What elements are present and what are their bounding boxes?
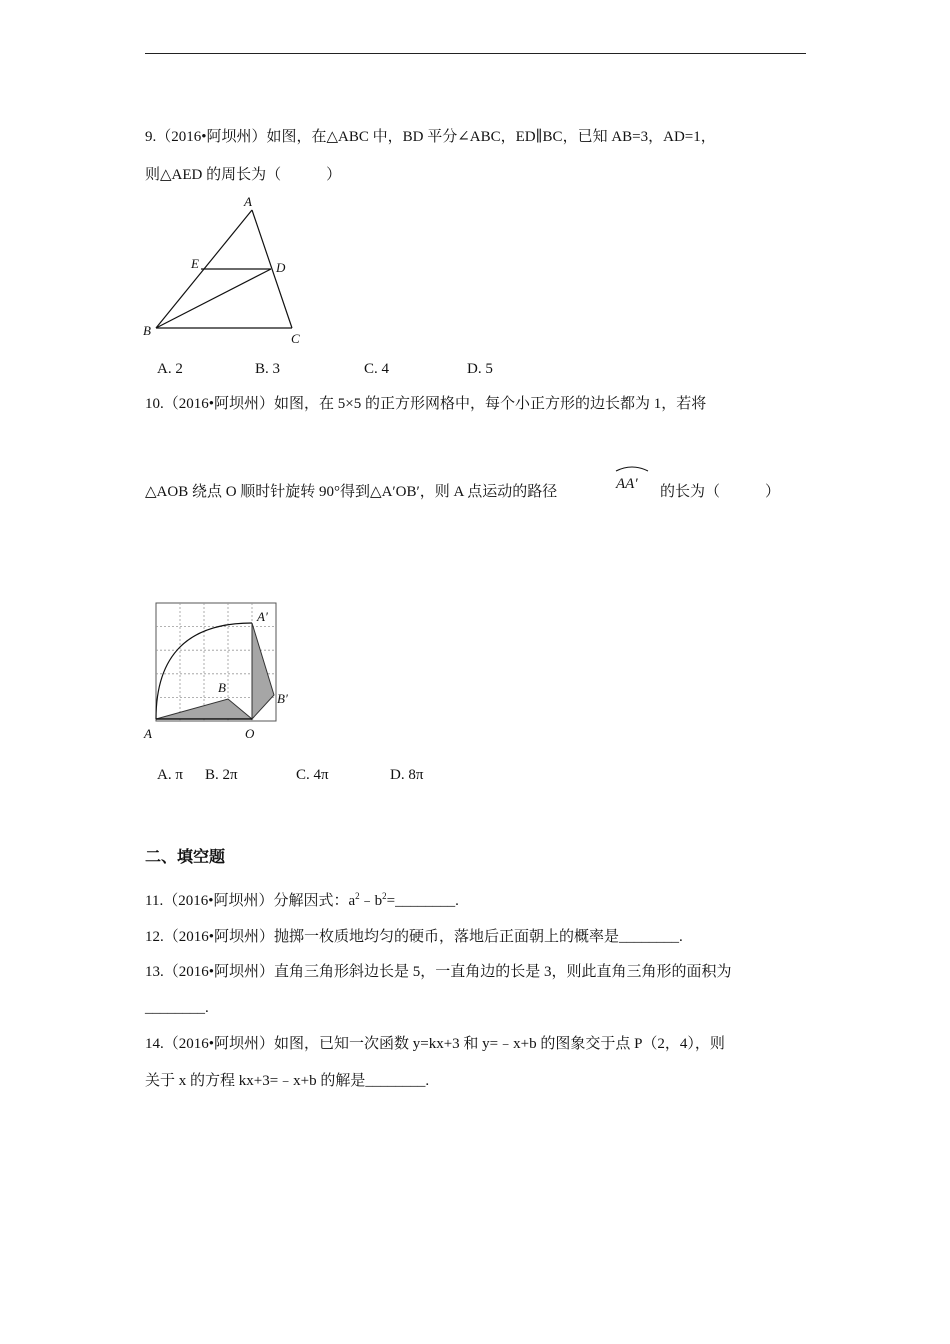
q10-option-c: C. 4π (296, 767, 329, 783)
q10-option-a: A. π (157, 767, 183, 783)
q9-line2: 则△AED 的周长为（ ） (145, 167, 342, 183)
q11-suffix: =________. (386, 893, 459, 909)
label-c: C (291, 331, 300, 346)
q11-prefix: 11.（2016•阿坝州）分解因式：a (145, 893, 356, 909)
label-a: A (244, 194, 252, 209)
q12-line: 12.（2016•阿坝州）抛掷一枚质地均匀的硬币，落地后正面朝上的概率是________. (145, 929, 683, 945)
q10-line1: 10.（2016•阿坝州）如图，在 5×5 的正方形网格中，每个小正方形的边长都为 1，若将 (145, 396, 707, 412)
label-b: B (218, 680, 226, 695)
q10-option-b: B. 2π (205, 767, 238, 783)
q9-option-c: C. 4 (364, 361, 390, 377)
q11-line (145, 891, 459, 911)
arc-aa-prime-symbol (610, 464, 654, 496)
q14-line1: 14.（2016•阿坝州）如图，已知一次函数 y=kx+3 和 y=﹣x+b 的图象交于点 P（2，4），则 (145, 1036, 725, 1052)
q11-sup1: 2 (355, 891, 360, 901)
q11-mid: ﹣b (359, 893, 383, 909)
q9-option-a: A. 2 (157, 361, 183, 377)
q14-line2: 关于 x 的方程 kx+3=﹣x+b 的解是________. (145, 1073, 430, 1089)
arc-label: AA′ (616, 476, 638, 492)
label-a: A (144, 726, 152, 741)
label-b-prime: B′ (277, 691, 288, 706)
label-o: O (245, 726, 255, 741)
q9-line1: 9.（2016•阿坝州）如图，在△ABC 中，BD 平分∠ABC，ED∥BC，已知 AB=3，AD=1， (145, 129, 716, 145)
section-title: 二、填空题 (145, 847, 226, 866)
q10-grid-figure (140, 595, 310, 745)
segment-bd (156, 269, 271, 328)
q10-line2-after: 的长为（ ） (660, 484, 781, 500)
q10-option-d: D. 8π (390, 767, 424, 783)
label-b: B (143, 323, 151, 338)
triangle-a-prime-ob-prime (252, 623, 274, 719)
label-e: E (191, 256, 199, 271)
q9-triangle-figure (138, 190, 313, 350)
q9-option-d: D. 5 (467, 361, 493, 377)
header-rule (145, 53, 806, 54)
label-a-prime: A′ (257, 609, 268, 624)
label-d: D (276, 260, 286, 275)
q13-line2: ________. (145, 1000, 209, 1016)
q11-sup2: 2 (382, 891, 387, 901)
q9-option-b: B. 3 (255, 361, 281, 377)
q10-line2-before: △AOB 绕点 O 顺时针旋转 90°得到△A′OB′，则 A 点运动的路径 (145, 484, 558, 500)
triangle-aob (156, 699, 252, 719)
q13-line1: 13.（2016•阿坝州）直角三角形斜边长是 5，一直角边的长是 3，则此直角三角形的面积为 (145, 964, 732, 980)
